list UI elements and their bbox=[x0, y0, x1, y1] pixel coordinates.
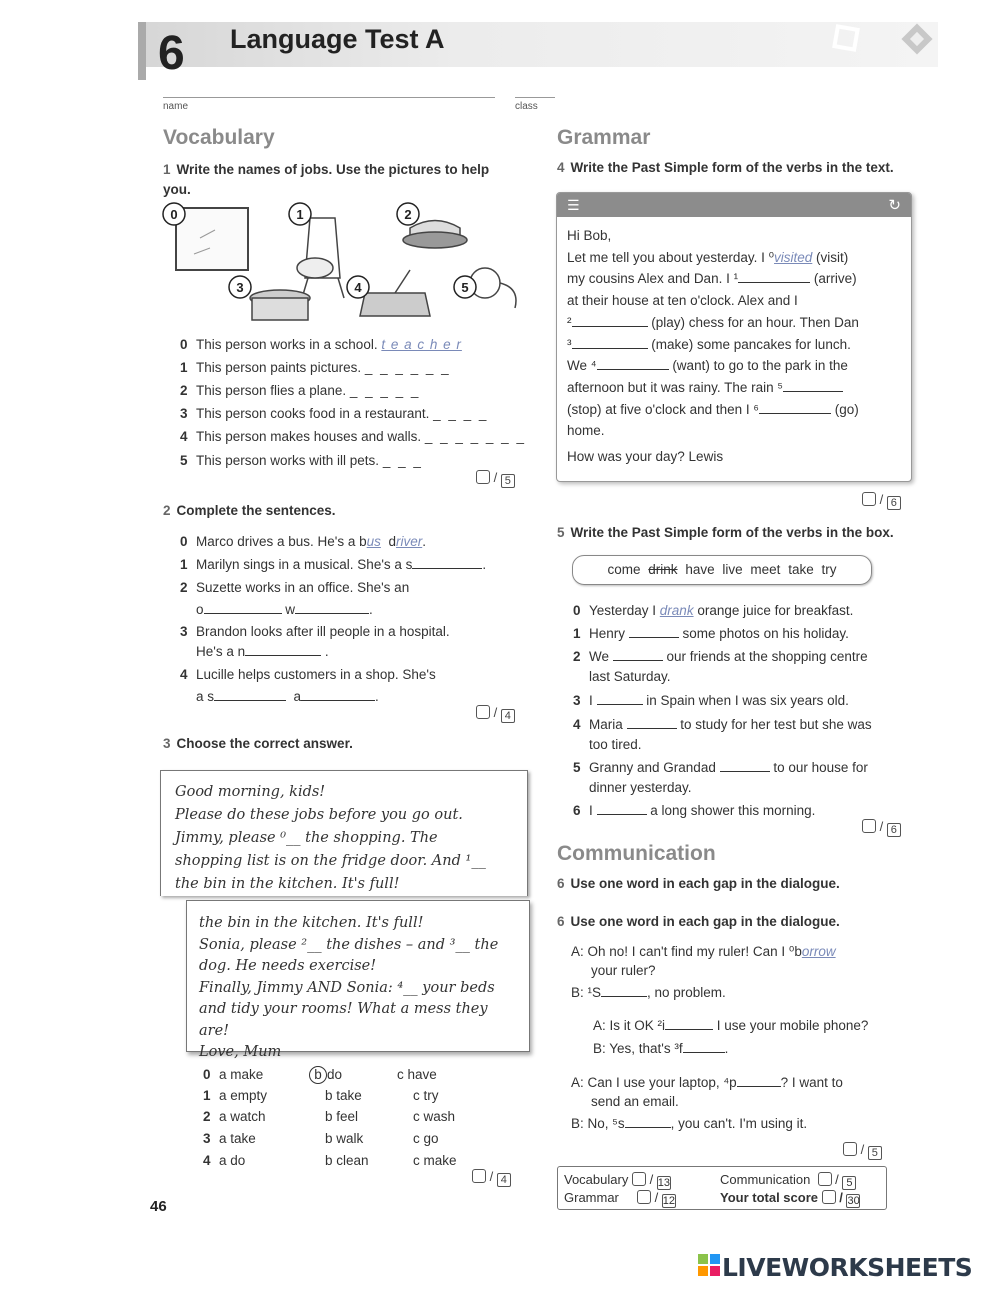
word-have: have bbox=[685, 562, 715, 577]
q4-blank-2[interactable] bbox=[572, 326, 648, 327]
q4-blank-6[interactable] bbox=[759, 413, 831, 414]
q2-item-3-blank[interactable]: He's a n . bbox=[196, 644, 329, 659]
q5-item-4-cont: too tired. bbox=[589, 737, 642, 752]
dialogue-line-5b: send an email. bbox=[591, 1094, 679, 1109]
dialogue-line-1: A: Oh no! I can't find my ruler! Can I ⁰borrow bbox=[571, 944, 836, 959]
q6-instruction-repeat: 6 Use one word in each gap in the dialogue. bbox=[557, 914, 840, 929]
menu-icon[interactable]: ☰ bbox=[567, 197, 580, 213]
word-try: try bbox=[821, 562, 837, 577]
pic-label-4: 4 bbox=[354, 280, 362, 295]
q5-item-0: 0 Yesterday I drank orange juice for breakfast. bbox=[573, 603, 854, 618]
dialogue-line-5[interactable]: A: Can I use your laptop, ⁴p ? I want to bbox=[571, 1075, 843, 1090]
word-box bbox=[572, 555, 872, 585]
vocabulary-title: Vocabulary bbox=[163, 126, 275, 149]
q5-item-6[interactable]: 6 I a long shower this morning. bbox=[573, 803, 816, 818]
note-part-1: Good morning, kids! Please do these jobs before you go out. Jimmy, please ⁰__ the shopping. The shopping list is on the fridge door. And ¹__ the bin in the kitchen. It's full! bbox=[160, 770, 528, 896]
q2-item-1[interactable]: 1 Marilyn sings in a musical. She's a s . bbox=[180, 557, 487, 572]
total-vocab: Vocabulary / 13 bbox=[564, 1172, 671, 1189]
q4-score: / 6 bbox=[862, 492, 901, 510]
refresh-icon[interactable]: ↻ bbox=[888, 197, 901, 214]
pic-label-1: 1 bbox=[296, 207, 304, 222]
total-communication: Communication / 5 bbox=[720, 1172, 856, 1190]
q5-instruction: 5 Write the Past Simple form of the verbs in the box. bbox=[557, 525, 894, 540]
q3-option-0c[interactable]: c have bbox=[397, 1067, 437, 1082]
email-window bbox=[556, 192, 912, 482]
q4-blank-3[interactable] bbox=[572, 348, 648, 349]
q5-item-4[interactable]: 4 Maria to study for her test but she was bbox=[573, 717, 872, 732]
page-title: Language Test A bbox=[230, 24, 445, 54]
total-grammar: Grammar / 12 bbox=[564, 1190, 676, 1207]
q1-number: 1 bbox=[163, 162, 171, 177]
q5-item-5-cont: dinner yesterday. bbox=[589, 780, 692, 795]
communication-title: Communication bbox=[557, 842, 716, 865]
q3-instruction: 3 Choose the correct answer. bbox=[163, 736, 353, 751]
q5-score: / 6 bbox=[862, 819, 901, 837]
dialogue-line-1b: your ruler? bbox=[591, 963, 656, 978]
q2-item-2-blanks[interactable]: o w . bbox=[196, 602, 373, 617]
circled-letter: b bbox=[309, 1066, 327, 1084]
word-meet: meet bbox=[750, 562, 781, 577]
totals-box bbox=[557, 1166, 887, 1210]
total-score: Your total score / 30 bbox=[720, 1190, 860, 1207]
q3-option-row-4: 4 a do b clean c make bbox=[203, 1153, 457, 1168]
q2-score: / 4 bbox=[476, 705, 515, 723]
name-line[interactable] bbox=[163, 97, 495, 98]
email-body: Hi Bob, Let me tell you about yesterday. I ⁰visited (visit) my cousins Alex and Dan. I ¹ (arrive) at their house at ten o'clock. Alex and I ² (play) chess for an hour. Then Dan ³ (make) some pancakes for lunch. We ⁴ (want) to go to the park in the afternoon but it was rainy. The rain ⁵ (stop) at five o'clock and then I ⁶ (go) home. How was your day? Lewis bbox=[567, 228, 859, 465]
q5-item-2[interactable]: 2 We our friends at the shopping centre bbox=[573, 649, 868, 664]
page-number: 46 bbox=[150, 1198, 167, 1215]
q2-item-0: 0 Marco drives a bus. He's a bus driver. bbox=[180, 534, 426, 549]
header-decoration-icon bbox=[828, 22, 938, 67]
dialogue-line-4[interactable]: B: Yes, that's ³f . bbox=[593, 1041, 729, 1056]
q4-instruction: 4 Write the Past Simple form of the verbs in the text. bbox=[557, 160, 894, 175]
q5-item-5[interactable]: 5 Granny and Grandad to our house for bbox=[573, 760, 868, 775]
email-toolbar bbox=[557, 193, 911, 217]
jobs-pictures bbox=[160, 198, 530, 333]
q4-blank-1[interactable] bbox=[738, 282, 810, 283]
q1-item-5[interactable]: 5 This person works with ill pets. _ _ _ bbox=[180, 453, 423, 468]
q6-instruction: 6 Use one word in each gap in the dialogue. bbox=[557, 876, 840, 891]
q3-option-0b[interactable]: b do bbox=[309, 1066, 397, 1084]
q1-instruction bbox=[163, 160, 503, 200]
q1-item-4[interactable]: 4 This person makes houses and walls. _ _ _ _ _ _ _ bbox=[180, 429, 526, 444]
pic-label-2: 2 bbox=[404, 207, 412, 222]
pic-label-5: 5 bbox=[461, 280, 469, 295]
q2-item-2: 2 Suzette works in an office. She's an bbox=[180, 580, 410, 595]
q2-item-3: 3 Brandon looks after ill people in a hospital. bbox=[180, 624, 450, 639]
q5-item-3[interactable]: 3 I in Spain when I was six years old. bbox=[573, 693, 849, 708]
unit-number: 6 bbox=[158, 27, 185, 80]
liveworksheets-icon bbox=[698, 1252, 722, 1280]
word-come: come bbox=[607, 562, 641, 577]
q2-item-4: 4 Lucille helps customers in a shop. She's bbox=[180, 667, 436, 682]
q3-option-row-2: 2 a watch b feel c wash bbox=[203, 1109, 456, 1124]
note-part-2: the bin in the kitchen. It's full! Sonia, please ²__ the dishes – and ³__ the dog. He needs exercise! Finally, Jimmy AND Sonia: ⁴__ your beds and tidy your rooms! What a mess they are! Love, Mum bbox=[186, 900, 530, 1052]
dialogue-line-3[interactable]: A: Is it OK ²i I use your mobile phone? bbox=[593, 1018, 869, 1033]
q5-item-1[interactable]: 1 Henry some photos on his holiday. bbox=[573, 626, 849, 641]
pic-label-3: 3 bbox=[236, 280, 244, 295]
class-line[interactable] bbox=[515, 97, 555, 98]
brand-text: LIVEWORKSHEETS bbox=[722, 1253, 973, 1282]
pic-label-0: 0 bbox=[170, 207, 178, 222]
q1-item-2[interactable]: 2 This person flies a plane. _ _ _ _ _ bbox=[180, 383, 421, 398]
q3-option-row-0: 0 a make b do c have bbox=[203, 1067, 437, 1082]
word-live: live bbox=[722, 562, 743, 577]
q1-score-box[interactable] bbox=[476, 470, 490, 484]
q1-answer-0: t e a c h e r bbox=[381, 337, 462, 352]
q1-item-0: 0 This person works in a school. t e a c h e r bbox=[180, 337, 462, 352]
q3-option-row-1: 1 a empty b take c try bbox=[203, 1088, 439, 1103]
q2-instruction: 2 Complete the sentences. bbox=[163, 503, 336, 518]
q3-score: / 4 bbox=[472, 1169, 511, 1187]
grammar-title: Grammar bbox=[557, 126, 651, 149]
header-bar-left bbox=[138, 22, 146, 80]
name-label: name bbox=[163, 101, 189, 112]
q3-option-row-3: 3 a take b walk c go bbox=[203, 1131, 439, 1146]
q1-score: / 5 bbox=[476, 470, 515, 488]
q1-item-3[interactable]: 3 This person cooks food in a restaurant. _ _ _ _ bbox=[180, 406, 489, 421]
q6-score: / 5 bbox=[843, 1142, 882, 1160]
q3-option-0a[interactable]: a make bbox=[219, 1067, 264, 1082]
q2-item-4-blanks[interactable]: a s a . bbox=[196, 689, 379, 704]
q1-item-1[interactable]: 1 This person paints pictures. _ _ _ _ _ _ bbox=[180, 360, 451, 375]
dialogue-line-6[interactable]: B: No, ⁵s , you can't. I'm using it. bbox=[571, 1116, 808, 1131]
q4-blank-4[interactable] bbox=[597, 369, 669, 370]
dialogue-line-2[interactable]: B: ¹S , no problem. bbox=[571, 985, 726, 1000]
liveworksheets-logo[interactable] bbox=[698, 1252, 972, 1288]
q5-item-2-cont: last Saturday. bbox=[589, 669, 671, 684]
q1-text: Write the names of jobs. Use the pictures to help you. bbox=[163, 162, 490, 197]
q4-blank-5[interactable] bbox=[783, 391, 843, 392]
word-drink: drink bbox=[648, 562, 678, 577]
class-label: class bbox=[515, 101, 538, 112]
word-take: take bbox=[788, 562, 814, 577]
